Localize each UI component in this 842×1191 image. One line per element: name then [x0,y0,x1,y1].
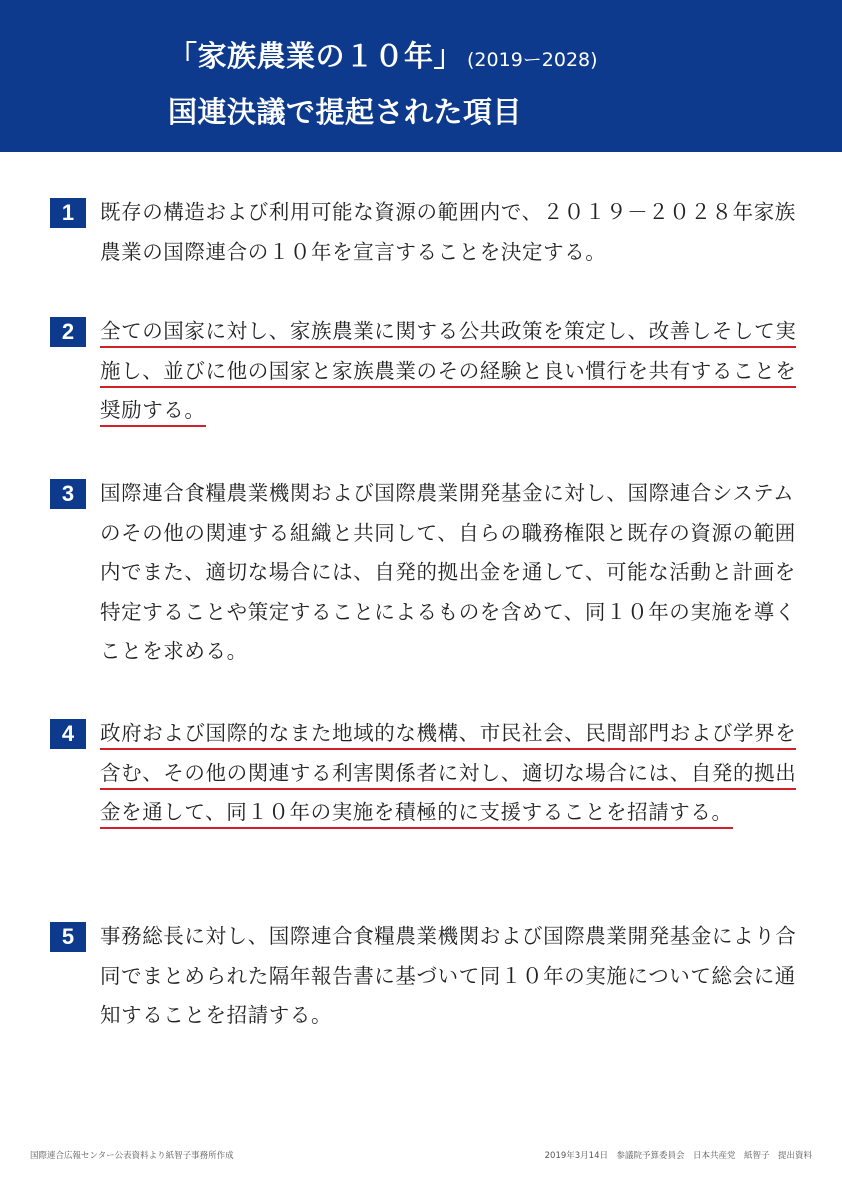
item-number-badge: 3 [50,479,86,509]
item-text-content: 事務総長に対し、国際連合食糧農業機関および国際農業開発基金により合同でまとめられた隔年報告書に基づいて同１０年の実施について総会に通知することを招請する。 [100,924,797,1027]
page-title: 「家族農業の１０年」 [168,39,464,73]
item-text-content: 政府および国際的なまた地域的な機構、市民社会、民間部門および学界を含む、その他の関連する利害関係者に対し、適切な場合には、自発的拠出金を通して、同１０年の実施を積極的に支援することを招請する。 [100,721,796,829]
header-banner [0,0,842,152]
year-range: (2019ー2028) [467,49,598,71]
resolution-item-2 [50,312,800,432]
item-text-content: 国際連合食糧農業機関および国際農業開発基金に対し、国際連合システムのその他の関連する組織と共同して、自らの職務権限と既存の資源の範囲内でまた、適切な場合には、自発的拠出金を通して、可能な活動と計画を特定することや策定することによるものを含めて、同１０年の実施を導くことを求める。 [100,481,796,663]
header-title-line [168,34,598,75]
item-text-content: 全ての国家に対し、家族農業に関する公共政策を策定し、改善しそして実施し、並びに他の国家と家族農業のその経験と良い慣行を共有することを奨励する。 [100,319,796,427]
item-number-badge: 1 [50,198,86,228]
resolution-item-4 [50,714,800,874]
footer-submission-note: 2019年3月14日 参議院予算委員会 日本共産党 紙智子 提出資料 [544,1151,812,1161]
item-text [100,193,798,272]
item-text [100,714,798,833]
footer-source-note: 国際連合広報センター公表資料より紙智子事務所作成 [30,1151,234,1161]
resolution-item-3 [50,474,800,674]
item-text [100,474,798,672]
item-text [100,312,798,431]
item-number-badge: 2 [50,317,86,347]
item-number-badge: 5 [50,922,86,952]
page-subtitle: 国連決議で提起された項目 [168,95,523,129]
resolution-item-5 [50,917,800,1037]
item-text-content: 既存の構造および利用可能な資源の範囲内で、２０１９－２０２８年家族農業の国際連合の１０年を宣言することを決定する。 [100,200,796,264]
resolution-item-1 [50,193,800,273]
item-text [100,917,798,1036]
item-number-badge: 4 [50,719,86,749]
